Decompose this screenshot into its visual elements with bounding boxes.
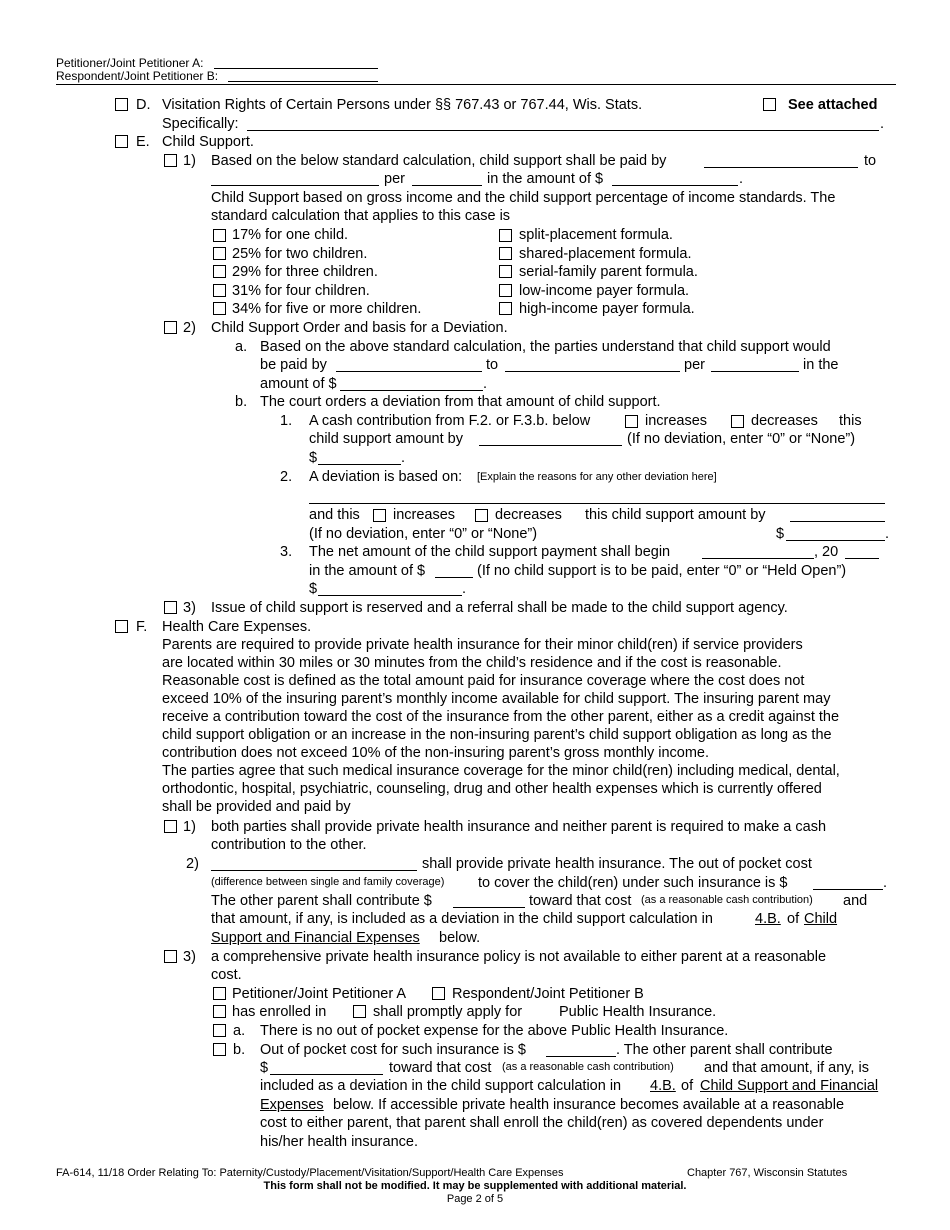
option-29-label: 29% for three children.: [232, 264, 378, 280]
f2-small2: (as a reasonable cash contribution): [641, 894, 813, 906]
b1-amount-field[interactable]: [479, 445, 622, 446]
f2-line1: shall provide private health insurance. The out of pocket cost: [422, 856, 812, 872]
f3a-text: There is no out of pocket expense for the above Public Health Insurance.: [260, 1023, 729, 1039]
e2-title: Child Support Order and basis for a Deviation.: [211, 320, 508, 336]
section-e-title: Child Support.: [162, 134, 254, 150]
footer-notice: This form shall not be modified. It may be supplemented with additional material.: [263, 1180, 687, 1192]
f-para-line: orthodontic, hospital, psychiatric, counseling, drug and other health expenses which is currently offered: [162, 781, 822, 797]
respondent-field[interactable]: [228, 81, 378, 82]
e2a-payee-field[interactable]: [505, 371, 680, 372]
section-f-title: Health Care Expenses.: [162, 619, 312, 635]
f3b-and: and that amount, if any, is: [704, 1060, 869, 1076]
e1-amount-field[interactable]: [612, 185, 738, 186]
f3b-ref-section: 4.B.: [650, 1078, 676, 1094]
header-divider: [56, 84, 896, 85]
section-f-letter: F.: [136, 619, 148, 635]
e2a-in-the: in the: [803, 357, 839, 373]
b1-text: A cash contribution from F.2. or F.3.b. below: [309, 413, 591, 429]
e1-para2: standard calculation that applies to this case is: [211, 208, 511, 224]
b1-increases-label: increases: [645, 413, 708, 429]
option-34-checkbox[interactable]: [213, 302, 226, 315]
b3-date-field[interactable]: [702, 558, 814, 559]
b1-num: 1.: [280, 413, 293, 429]
e2b-label: b.: [235, 394, 248, 410]
f-para-line: are located within 30 miles or 30 minutes from the child’s residence and if the cost is reasonable.: [162, 655, 782, 671]
b3-dollar: $: [309, 581, 318, 597]
b3-num: 3.: [280, 544, 293, 560]
f2-parent-field[interactable]: [211, 870, 417, 871]
f3-num: 3): [183, 949, 196, 965]
petitioner-field[interactable]: [214, 68, 378, 69]
f3b-cost-field[interactable]: [546, 1056, 616, 1057]
b2-text: A deviation is based on:: [309, 469, 463, 485]
low-income-checkbox[interactable]: [499, 284, 512, 297]
b2-and-this: and this: [309, 507, 360, 523]
e2a-period-field[interactable]: [711, 371, 799, 372]
f1-num: 1): [183, 819, 196, 835]
f3b-line6: his/her health insurance.: [260, 1134, 418, 1150]
f2-num: 2): [186, 856, 199, 872]
f3b-label: b.: [233, 1042, 246, 1058]
f3-line1: a comprehensive private health insurance policy is not available to either parent at a reasonable: [211, 949, 827, 965]
e2b-line: The court orders a deviation from that amount of child support.: [260, 394, 661, 410]
section-d-letter: D.: [136, 97, 151, 113]
f-para-line: exceed 10% of the insuring parent’s monthly income available for child support. The insuring parent may: [162, 691, 831, 707]
f3b-ref-expenses: Expenses: [260, 1097, 324, 1113]
e1-period-field[interactable]: [412, 185, 482, 186]
option-25-label: 25% for two children.: [232, 246, 368, 262]
f2-ref-child: Child: [804, 911, 838, 927]
f3-apply-label: shall promptly apply for: [373, 1004, 523, 1020]
f2-line3c: and: [843, 893, 868, 909]
serial-family-checkbox[interactable]: [499, 265, 512, 278]
option-29-checkbox[interactable]: [213, 265, 226, 278]
f3b-contribute-field[interactable]: [270, 1074, 383, 1075]
f3b-small: (as a reasonable cash contribution): [502, 1061, 674, 1073]
b3-year: , 20: [814, 544, 839, 560]
section-e-checkbox[interactable]: [115, 135, 128, 148]
e2-num: 2): [183, 320, 196, 336]
b2-explain: [Explain the reasons for any other deviation here]: [477, 471, 717, 483]
b2-dollar-field[interactable]: [786, 540, 885, 541]
b3-text: The net amount of the child support payment shall begin: [309, 544, 671, 560]
respondent-label: Respondent/Joint Petitioner B:: [56, 69, 219, 83]
e2a-amount-field[interactable]: [340, 390, 483, 391]
option-31-checkbox[interactable]: [213, 284, 226, 297]
f-para-line: shall be provided and paid by: [162, 799, 351, 815]
section-f-checkbox[interactable]: [115, 620, 128, 633]
b2-amount-field[interactable]: [790, 521, 885, 522]
f2-below: below.: [439, 930, 481, 946]
period: .: [401, 450, 406, 466]
f3-enrolled-checkbox[interactable]: [213, 1005, 226, 1018]
f3b-line1: Out of pocket cost for such insurance is $: [260, 1042, 526, 1058]
b3-amount-field[interactable]: [435, 577, 473, 578]
f2-of: of: [787, 911, 800, 927]
split-placement-checkbox[interactable]: [499, 229, 512, 242]
f3-petitioner-checkbox[interactable]: [213, 987, 226, 1000]
f3-checkbox[interactable]: [164, 950, 177, 963]
f1-checkbox[interactable]: [164, 820, 177, 833]
section-d-title: Visitation Rights of Certain Persons under §§ 767.43 or 767.44, Wis. Stats.: [162, 97, 643, 113]
f3a-checkbox[interactable]: [213, 1024, 226, 1037]
e1-payee-field[interactable]: [211, 185, 379, 186]
f3b-ref-title: Child Support and Financial: [700, 1078, 879, 1094]
shared-placement-label: shared-placement formula.: [519, 246, 692, 262]
period: .: [883, 875, 888, 891]
e2a-payer-field[interactable]: [336, 371, 482, 372]
f3b-checkbox[interactable]: [213, 1043, 226, 1056]
f3-enrolled-label: has enrolled in: [232, 1004, 327, 1020]
e2a-amount-label: amount of $: [260, 376, 337, 392]
f3-line2: cost.: [211, 967, 242, 983]
see-attached-checkbox[interactable]: [763, 98, 776, 111]
b2-decreases-checkbox[interactable]: [475, 509, 488, 522]
e2-checkbox[interactable]: [164, 321, 177, 334]
option-31-label: 31% for four children.: [232, 283, 370, 299]
f3b-line3: included as a deviation in the child support calculation in: [260, 1078, 622, 1094]
e3-checkbox[interactable]: [164, 601, 177, 614]
high-income-label: high-income payer formula.: [519, 301, 695, 317]
e1-payer-field[interactable]: [704, 167, 858, 168]
f2-ref-section: 4.B.: [755, 911, 781, 927]
f2-line4a: that amount, if any, is included as a deviation in the child support calculation in: [211, 911, 713, 927]
period: .: [462, 581, 467, 597]
petitioner-label: Petitioner/Joint Petitioner A:: [56, 56, 204, 70]
f3-petitioner-label: Petitioner/Joint Petitioner A: [232, 986, 407, 1002]
low-income-label: low-income payer formula.: [519, 283, 690, 299]
e2a-be-paid-by: be paid by: [260, 357, 327, 373]
e1-num: 1): [183, 153, 196, 169]
period: .: [885, 526, 890, 542]
footer-chapter: Chapter 767, Wisconsin Statutes: [687, 1167, 848, 1179]
f-para-line: child support obligation or an increase in the non-insuring parent’s child support obligation as long as the: [162, 727, 832, 743]
b1-dollar-field[interactable]: [318, 464, 401, 465]
e1-line1: Based on the below standard calculation, child support shall be paid by: [211, 153, 667, 169]
b2-this-child: this child support amount by: [585, 507, 766, 523]
b1-decreases-label: decreases: [751, 413, 818, 429]
f2-line3a: The other parent shall contribute $: [211, 893, 432, 909]
option-25-checkbox[interactable]: [213, 247, 226, 260]
e1-checkbox[interactable]: [164, 154, 177, 167]
b3-in-amount: in the amount of $: [309, 563, 426, 579]
period: .: [739, 171, 744, 187]
e2a-line1: Based on the above standard calculation, the parties understand that child support would: [260, 339, 831, 355]
e2a-to: to: [486, 357, 499, 373]
e3-num: 3): [183, 600, 196, 616]
f3-respondent-label: Respondent/Joint Petitioner B: [452, 986, 644, 1002]
b2-reason-field[interactable]: [309, 503, 885, 504]
f3b-of: of: [681, 1078, 694, 1094]
option-17-label: 17% for one child.: [232, 227, 349, 243]
b1-increases-checkbox[interactable]: [625, 415, 638, 428]
f3b-line4: below. If accessible private health insurance becomes available at a reasonable: [333, 1097, 845, 1113]
f1-line1: both parties shall provide private health insurance and neither parent is required to make a cash: [211, 819, 827, 835]
b2-increases-label: increases: [393, 507, 456, 523]
b1-line2: child support amount by: [309, 431, 463, 447]
b1-dollar: $: [309, 450, 318, 466]
section-e-letter: E.: [136, 134, 150, 150]
e1-per: per: [384, 171, 405, 187]
serial-family-label: serial-family parent formula.: [519, 264, 698, 280]
b3-dollar-field[interactable]: [318, 595, 462, 596]
f1-line2: contribution to the other.: [211, 837, 367, 853]
b2-decreases-label: decreases: [495, 507, 562, 523]
f3-respondent-checkbox[interactable]: [432, 987, 445, 1000]
see-attached-label: See attached: [788, 97, 878, 113]
f3b-line1b: . The other parent shall contribute: [616, 1042, 833, 1058]
specifically-field[interactable]: [247, 130, 879, 131]
e2a-per: per: [684, 357, 705, 373]
f3b-dollar: $: [260, 1060, 269, 1076]
shared-placement-checkbox[interactable]: [499, 247, 512, 260]
b3-held-open: (If no child support is to be paid, enter “0” or “Held Open”): [477, 563, 847, 579]
high-income-checkbox[interactable]: [499, 302, 512, 315]
f2-line3b: toward that cost: [529, 893, 632, 909]
b1-decreases-checkbox[interactable]: [731, 415, 744, 428]
e2a-label: a.: [235, 339, 248, 355]
b1-this: this: [839, 413, 862, 429]
b2-num: 2.: [280, 469, 293, 485]
specifically-label: Specifically:: [162, 116, 239, 132]
f-para-line: receive a contribution toward the cost of the insurance from the other parent, either as a credit against the: [162, 709, 840, 725]
b1-no-deviation: (If no deviation, enter “0” or “None”): [627, 431, 856, 447]
b3-year-field[interactable]: [845, 558, 879, 559]
b2-dollar: $: [776, 526, 785, 542]
e1-to: to: [864, 153, 877, 169]
b2-increases-checkbox[interactable]: [373, 509, 386, 522]
f2-line2: to cover the child(ren) under such insurance is $: [478, 875, 788, 891]
period: .: [880, 116, 885, 132]
f3a-label: a.: [233, 1023, 246, 1039]
footer-page: Page 2 of 5: [446, 1193, 504, 1205]
f2-cost-field[interactable]: [813, 889, 883, 890]
f-para-line: contribution does not exceed 10% of the non-insuring parent’s gross monthly income.: [162, 745, 710, 761]
f3-apply-checkbox[interactable]: [353, 1005, 366, 1018]
e1-para1: Child Support based on gross income and the child support percentage of income standards. The: [211, 190, 836, 206]
b2-no-deviation: (If no deviation, enter “0” or “None”): [309, 526, 538, 542]
f2-small1: (difference between single and family coverage): [211, 876, 445, 888]
e1-in-amount: in the amount of $: [487, 171, 604, 187]
f-para-line: Reasonable cost is defined as the total amount paid for insurance coverage where the cost does not: [162, 673, 805, 689]
f-para-line: The parties agree that such medical insurance coverage for the minor child(ren) including medical, dental,: [162, 763, 840, 779]
e3-text: Issue of child support is reserved and a referral shall be made to the child support agency.: [211, 600, 788, 616]
f3b-toward: toward that cost: [389, 1060, 492, 1076]
footer-form-id: FA-614, 11/18 Order Relating To: Paternity/Custody/Placement/Visitation/Support/Health Care Expenses: [56, 1167, 564, 1179]
period: .: [483, 376, 488, 392]
split-placement-label: split-placement formula.: [519, 227, 673, 243]
f-para-line: Parents are required to provide private health insurance for their minor child(ren) if service providers: [162, 637, 803, 653]
option-17-checkbox[interactable]: [213, 229, 226, 242]
f3-public-health: Public Health Insurance.: [559, 1004, 717, 1020]
option-34-label: 34% for five or more children.: [232, 301, 422, 317]
f2-ref-title: Support and Financial Expenses: [211, 930, 420, 946]
f3b-line5: cost to either parent, that parent shall enroll the child(ren) as covered dependents under: [260, 1115, 824, 1131]
f2-contribute-field[interactable]: [453, 907, 525, 908]
section-d-checkbox[interactable]: [115, 98, 128, 111]
